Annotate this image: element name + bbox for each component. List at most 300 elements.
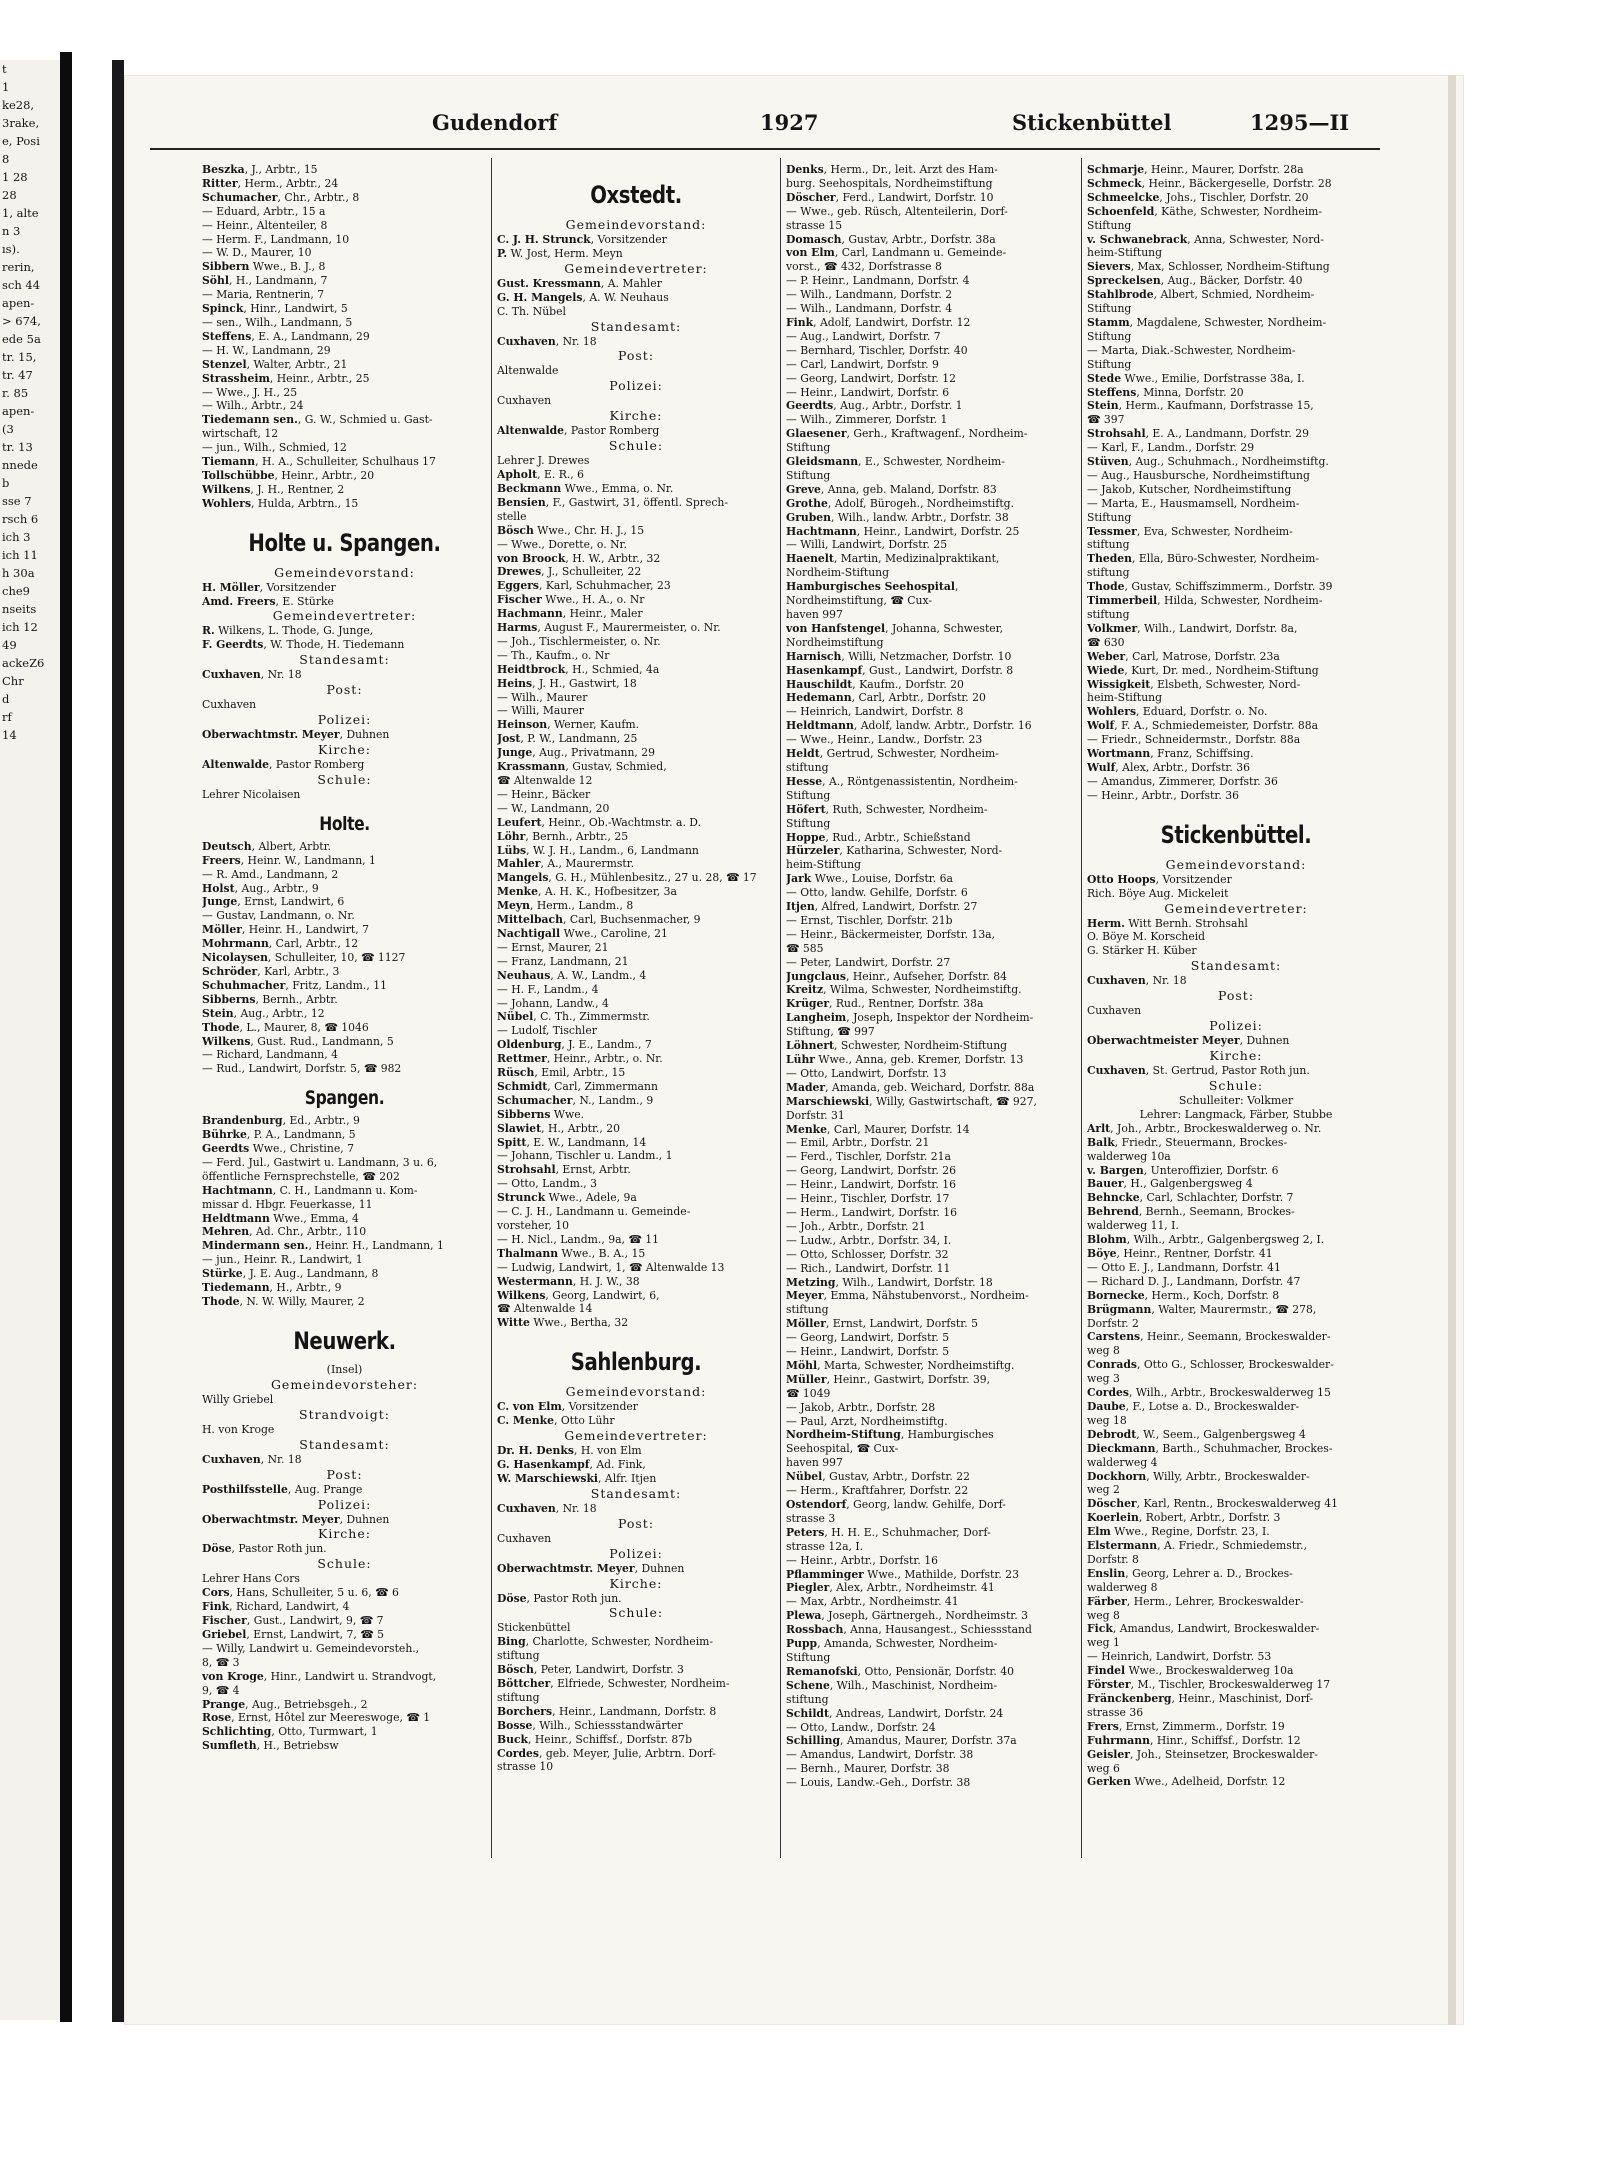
directory-entry: — Johann, Landw., 4 xyxy=(497,996,609,1010)
directory-entry: — Joh., Arbtr., Dorfstr. 21 xyxy=(786,1219,926,1233)
directory-entry: Cuxhaven xyxy=(497,1531,552,1545)
directory-entry: Cuxhaven, Nr. 18 xyxy=(497,1501,597,1515)
directory-entry: Stiftung xyxy=(786,468,831,482)
directory-entry: Cuxhaven, Nr. 18 xyxy=(497,334,597,348)
directory-entry: Findel Wwe., Brockeswalderweg 10a xyxy=(1087,1664,1294,1678)
directory-entry: Wortmann, Franz, Schiffsing. xyxy=(1087,747,1254,761)
facing-page-text: nnede xyxy=(2,458,38,472)
directory-entry: heim-Stiftung xyxy=(786,858,862,872)
directory-entry: Willy Griebel xyxy=(202,1392,274,1406)
directory-entry: Balk, Friedr., Steuermann, Brockes- xyxy=(1087,1135,1288,1149)
directory-entry: Oberwachtmeister Meyer, Duhnen xyxy=(1087,1034,1290,1048)
directory-entry: — Aug., Hausbursche, Nordheimstiftung xyxy=(1087,468,1310,482)
directory-entry: Otto Hoops, Vorsitzender xyxy=(1087,872,1232,886)
directory-entry: Löhnert, Schwester, Nordheim-Stiftung xyxy=(786,1039,1008,1053)
directory-entry: vorsteher, 10 xyxy=(497,1219,569,1232)
directory-entry: Rüsch, Emil, Arbtr., 15 xyxy=(497,1066,626,1080)
facing-page-text: n 3 xyxy=(2,224,21,238)
directory-entry: Bensien, F., Gastwirt, 31, öffentl. Sprech- xyxy=(497,495,728,509)
directory-entry: Weber, Carl, Matrose, Dorfstr. 23a xyxy=(1087,649,1280,663)
directory-entry: Altenwalde, Pastor Romberg xyxy=(202,758,365,771)
place-heading: Holte u. Spangen. xyxy=(248,528,441,557)
directory-entry: Theden, Ella, Büro-Schwester, Nordheim- xyxy=(1087,552,1320,566)
directory-entry: Ritter, Herm., Arbtr., 24 xyxy=(202,176,339,190)
directory-entry: R. Wilkens, L. Thode, G. Junge, xyxy=(202,624,374,638)
directory-entry: Brügmann, Walter, Maurermstr., ☎ 278, xyxy=(1087,1302,1317,1316)
facing-page-text: ede 5a xyxy=(2,332,41,346)
directory-entry: walderweg 11, I. xyxy=(1087,1219,1179,1233)
directory-entry: C. J. H. Strunck, Vorsitzender xyxy=(497,233,667,246)
directory-entry: Carstens, Heinr., Seemann, Brockeswalder- xyxy=(1087,1330,1331,1344)
directory-entry: Tiemann, H. A., Schulleiter, Schulhaus 17 xyxy=(202,455,436,469)
directory-entry: Tessmer, Eva, Schwester, Nordheim- xyxy=(1087,524,1293,538)
directory-entry: ☎ Altenwalde 12 xyxy=(497,774,593,787)
directory-entry: Lehrer Nicolaisen xyxy=(202,787,301,801)
directory-entry: Cordes, geb. Meyer, Julie, Arbtrn. Dorf- xyxy=(497,1746,716,1760)
facing-page-text: Chr xyxy=(2,674,24,688)
directory-entry: Krassmann, Gustav, Schmied, xyxy=(497,760,667,774)
directory-entry: — Maria, Rentnerin, 7 xyxy=(202,288,325,302)
directory-entry: — Ferd. Jul., Gastwirt u. Landmann, 3 u. 6, xyxy=(202,1155,438,1169)
directory-entry: walderweg 10a xyxy=(1087,1149,1171,1163)
directory-entry: Conrads, Otto G., Schlosser, Brockeswalder- xyxy=(1087,1358,1334,1372)
directory-entry: weg 6 xyxy=(1087,1761,1120,1775)
directory-entry: Metzing, Wilh., Landwirt, Dorfstr. 18 xyxy=(786,1275,993,1289)
directory-entry: — Paul, Arzt, Nordheimstiftg. xyxy=(786,1414,948,1428)
directory-entry: Pupp, Amanda, Schwester, Nordheim- xyxy=(786,1637,998,1651)
directory-entry: Hauschildt, Kaufm., Dorfstr. 20 xyxy=(786,677,964,691)
directory-entry: — Wilh., Zimmerer, Dorfstr. 1 xyxy=(786,413,948,427)
facing-page-text: ich 3 xyxy=(2,530,31,544)
directory-entry: — Richard D. J., Landmann, Dorfstr. 47 xyxy=(1087,1274,1301,1288)
directory-entry: heim-Stiftung xyxy=(1087,691,1163,705)
directory-entry: Debrodt, W., Seem., Galgenbergsweg 4 xyxy=(1087,1427,1306,1441)
facing-page-text: (3 xyxy=(2,422,14,436)
directory-entry: Fick, Amandus, Landwirt, Brockeswalder- xyxy=(1087,1622,1320,1636)
section-heading: Standesamt: xyxy=(590,1485,682,1501)
directory-entry: strasse 12a, I. xyxy=(786,1539,864,1553)
directory-entry: ☎ Altenwalde 14 xyxy=(497,1302,593,1316)
directory-entry: Seehospital, ☎ Cux- xyxy=(786,1442,899,1456)
directory-entry: Gleidsmann, E., Schwester, Nordheim- xyxy=(786,455,1005,469)
directory-entry: Wissigkeit, Elsbeth, Schwester, Nord- xyxy=(1087,677,1301,691)
binding-shadow xyxy=(60,52,72,2022)
directory-entry: — Heinr., Bäcker xyxy=(497,787,591,801)
directory-entry: — Ernst, Maurer, 21 xyxy=(497,940,609,954)
directory-entry: Sibberns, Bernh., Arbtr. xyxy=(202,992,338,1006)
directory-entry: Kreitz, Wilma, Schwester, Nordheimstiftg. xyxy=(786,983,1022,997)
directory-entry: — Otto, landw. Gehilfe, Dorfstr. 6 xyxy=(786,886,968,900)
directory-entry: Stenzel, Walter, Arbtr., 21 xyxy=(202,357,348,371)
header-left: Gudendorf xyxy=(432,110,558,135)
directory-entry: walderweg 4 xyxy=(1087,1455,1158,1469)
page-right-edge xyxy=(1448,75,1456,2025)
directory-entry: stiftung xyxy=(1087,566,1130,580)
section-heading: Kirche: xyxy=(318,1526,371,1542)
directory-entry: — Joh., Tischlermeister, o. Nr. xyxy=(497,634,661,648)
directory-entry: Strohsahl, E. A., Landmann, Dorfstr. 29 xyxy=(1087,427,1309,441)
directory-entry: Spreckelsen, Aug., Bäcker, Dorfstr. 40 xyxy=(1087,274,1303,288)
directory-entry: — Bernh., Maurer, Dorfstr. 38 xyxy=(786,1762,950,1776)
directory-entry: Fischer Wwe., H. A., o. Nr xyxy=(497,593,645,607)
directory-entry: Döscher, Ferd., Landwirt, Dorfstr. 10 xyxy=(786,190,994,204)
directory-entry: Jungclaus, Heinr., Aufseher, Dorfstr. 84 xyxy=(786,969,1007,983)
directory-entry: Mohrmann, Carl, Arbtr., 12 xyxy=(202,937,359,951)
directory-entry: Schildt, Andreas, Landwirt, Dorfstr. 24 xyxy=(786,1706,1004,1720)
directory-entry: Frers, Ernst, Zimmerm., Dorfstr. 19 xyxy=(1087,1719,1285,1733)
directory-entry: Sumfleth, H., Betriebsw xyxy=(202,1739,339,1753)
directory-entry: Eggers, Karl, Schuhmacher, 23 xyxy=(497,579,671,593)
directory-entry: Nordheim-Stiftung, Hamburgisches xyxy=(786,1428,994,1442)
directory-entry: Borchers, Heinr., Landmann, Dorfstr. 8 xyxy=(497,1704,717,1718)
directory-entry: — Wilh., Arbtr., 24 xyxy=(202,399,304,413)
directory-entry: burg. Seehospitals, Nordheimstiftung xyxy=(786,176,993,190)
directory-entry: von Kroge, Hinr., Landwirt u. Strandvogt, xyxy=(202,1669,437,1683)
directory-entry: Wohlers, Hulda, Arbtrn., 15 xyxy=(202,496,359,510)
section-heading: Post: xyxy=(617,1515,655,1531)
directory-entry: — Wilh., Landmann, Dorfstr. 4 xyxy=(786,302,953,316)
facing-page-text: ackeZ6 xyxy=(2,656,45,670)
directory-entry: C. von Elm, Vorsitzender xyxy=(497,1400,638,1414)
directory-entry: weg 8 xyxy=(1087,1608,1120,1622)
directory-entry: Stamm, Magdalene, Schwester, Nordheim- xyxy=(1087,315,1327,329)
directory-entry: Volkmer, Wilh., Landwirt, Dorfstr. 8a, xyxy=(1087,621,1298,635)
directory-entry: Meyer, Emma, Nähstubenvorst., Nordheim- xyxy=(786,1289,1029,1303)
directory-entry: Möller, Ernst, Landwirt, Dorfstr. 5 xyxy=(786,1317,978,1331)
column-3 xyxy=(786,163,1078,1790)
directory-entry: Herm. Witt Bernh. Strohsahl xyxy=(1087,916,1248,930)
directory-entry: — Karl, F., Landm., Dorfstr. 29 xyxy=(1087,441,1255,455)
section-heading: Post: xyxy=(326,1466,363,1482)
directory-entry: Krüger, Rud., Rentner, Dorfstr. 38a xyxy=(786,997,984,1011)
section-heading: Polizei: xyxy=(609,1545,663,1561)
facing-page-text: 28 xyxy=(2,188,17,202)
directory-entry: Drewes, J., Schulleiter, 22 xyxy=(497,565,642,579)
directory-entry: wirtschaft, 12 xyxy=(202,427,279,441)
column-rule xyxy=(1081,158,1082,1858)
directory-entry: strasse 15 xyxy=(786,218,843,232)
place-heading: Stickenbüttel. xyxy=(1160,820,1312,849)
directory-entry: Spitt, E. W., Landmann, 14 xyxy=(497,1135,647,1149)
directory-entry: Stede Wwe., Emilie, Dorfstrasse 38a, I. xyxy=(1087,371,1305,385)
directory-entry: — Johann, Tischler u. Landm., 1 xyxy=(497,1149,673,1163)
section-heading: Polizei: xyxy=(317,712,372,728)
sub-line: (Insel) xyxy=(326,1362,363,1376)
directory-entry: stelle xyxy=(497,509,527,523)
directory-entry: — Marta, E., Hausmamsell, Nordheim- xyxy=(1087,496,1300,510)
directory-entry: — Otto, Landm., 3 xyxy=(497,1177,597,1191)
directory-entry: — Max, Arbtr., Nordheimstr. 41 xyxy=(786,1595,959,1609)
directory-entry: Bornecke, Herm., Koch, Dorfstr. 8 xyxy=(1087,1288,1280,1302)
directory-entry: Cuxhaven xyxy=(1087,1004,1142,1018)
header-page-number: 1295—II xyxy=(1250,110,1350,135)
section-heading: Post: xyxy=(617,348,655,364)
section-heading: Polizei: xyxy=(317,1496,372,1512)
directory-entry: stiftung xyxy=(786,1692,829,1706)
section-heading: Standesamt: xyxy=(299,1436,390,1452)
facing-page-text: b xyxy=(2,476,10,490)
directory-entry: Junge, Aug., Privatmann, 29 xyxy=(497,746,655,760)
directory-entry: — Louis, Landw.-Geh., Dorfstr. 38 xyxy=(786,1776,971,1790)
directory-entry: ☎ 397 xyxy=(1087,413,1125,427)
directory-entry: Freers, Heinr. W., Landmann, 1 xyxy=(202,853,376,867)
directory-entry: Wilkens, J. H., Rentner, 2 xyxy=(202,482,345,496)
directory-entry: Westermann, H. J. W., 38 xyxy=(497,1274,640,1288)
column-2 xyxy=(497,163,775,1774)
directory-entry: Strassheim, Heinr., Arbtr., 25 xyxy=(202,371,370,385)
directory-entry: — Ludolf, Tischler xyxy=(497,1024,597,1038)
facing-page-text: 3rake, xyxy=(2,116,40,130)
section-heading: Gemeindevertreter: xyxy=(272,608,417,624)
directory-entry: Fink, Adolf, Landwirt, Dorfstr. 12 xyxy=(786,315,971,329)
facing-page-text: apen- xyxy=(2,296,35,310)
directory-entry: — Willi, Landwirt, Dorfstr. 25 xyxy=(786,538,948,552)
directory-entry: Dorfstr. 2 xyxy=(1087,1316,1139,1330)
directory-entry: Altenwalde xyxy=(497,364,559,378)
column-4 xyxy=(1087,163,1385,1789)
directory-entry: Rettmer, Heinr., Arbtr., o. Nr. xyxy=(497,1052,663,1066)
directory-entry: Stickenbüttel xyxy=(497,1621,571,1635)
scan-top-margin xyxy=(0,0,1600,52)
directory-entry: Geerdts Wwe., Christine, 7 xyxy=(202,1142,354,1156)
directory-entry: Döse, Pastor Roth jun. xyxy=(497,1591,622,1605)
directory-entry: Jark Wwe., Louise, Dorfstr. 6a xyxy=(786,872,953,886)
directory-entry: Heldt, Gertrud, Schwester, Nordheim- xyxy=(786,747,999,761)
directory-entry: Brandenburg, Ed., Arbtr., 9 xyxy=(202,1114,360,1128)
directory-entry: Höfert, Ruth, Schwester, Nordheim- xyxy=(786,802,988,816)
directory-entry: Schilling, Amandus, Maurer, Dorfstr. 37a xyxy=(786,1734,1017,1748)
directory-entry: — Heinr., Landwirt, Dorfstr. 5 xyxy=(786,1345,950,1359)
directory-entry: Hesse, A., Röntgenassistentin, Nordheim- xyxy=(786,774,1018,788)
directory-entry: Blohm, Wilh., Arbtr., Galgenbergsweg 2, I. xyxy=(1087,1233,1325,1247)
directory-entry: — Otto, Landwirt, Dorfstr. 13 xyxy=(786,1066,947,1080)
directory-entry: weg 18 xyxy=(1087,1413,1127,1427)
directory-entry: Förster, M., Tischler, Brockeswalderweg 17 xyxy=(1087,1678,1331,1692)
directory-entry: Neuhaus, A. W., Landm., 4 xyxy=(497,968,647,982)
section-heading: Polizei: xyxy=(609,378,663,394)
directory-entry: vorst., ☎ 432, Dorfstrasse 8 xyxy=(786,260,942,274)
directory-entry: — Friedr., Schneidermstr., Dorfstr. 88a xyxy=(1087,733,1301,747)
directory-entry: missar d. Hbgr. Feuerkasse, 11 xyxy=(202,1197,373,1211)
directory-entry: — Ludw., Arbtr., Dorfstr. 34, I. xyxy=(786,1233,952,1247)
directory-entry: Hachtmann, Heinr., Landwirt, Dorfstr. 25 xyxy=(786,524,1020,538)
directory-entry: Stiftung xyxy=(786,1650,831,1664)
directory-entry: stiftung xyxy=(1087,538,1130,552)
section-heading: Schule: xyxy=(608,1605,664,1621)
directory-entry: Döscher, Karl, Rentn., Brockeswalderweg 41 xyxy=(1087,1497,1338,1511)
directory-entry: stiftung xyxy=(497,1690,540,1704)
directory-entry: — Georg, Landwirt, Dorfstr. 5 xyxy=(786,1331,950,1345)
place-heading: Spangen. xyxy=(304,1087,385,1110)
directory-entry: — Bernhard, Tischler, Dorfstr. 40 xyxy=(786,343,968,357)
directory-entry: Thalmann Wwe., B. A., 15 xyxy=(497,1246,646,1260)
directory-entry: — Richard, Landmann, 4 xyxy=(202,1048,338,1062)
directory-entry: Sibberns Wwe. xyxy=(497,1107,585,1121)
directory-entry: Schmeelcke, Johs., Tischler, Dorfstr. 20 xyxy=(1087,190,1309,204)
directory-entry: Dorfstr. 8 xyxy=(1087,1552,1139,1566)
directory-entry: — Heinrich, Landwirt, Dorfstr. 8 xyxy=(786,705,964,719)
facing-page-text: e, Posi xyxy=(2,134,40,148)
directory-entry: Itjen, Alfred, Landwirt, Dorfstr. 27 xyxy=(786,900,978,914)
directory-entry: Stiftung xyxy=(1087,510,1132,524)
directory-entry: Peters, H. H. E., Schuhmacher, Dorf- xyxy=(786,1525,991,1539)
directory-entry: Stiftung xyxy=(786,441,831,455)
directory-entry: Schlichting, Otto, Turmwart, 1 xyxy=(202,1725,378,1739)
directory-entry: von Hanfstengel, Johanna, Schwester, xyxy=(786,621,1004,635)
facing-page-text: ich 12 xyxy=(2,620,38,634)
directory-entry: Geerdts, Aug., Arbtr., Dorfstr. 1 xyxy=(786,399,963,413)
directory-entry: Cuxhaven xyxy=(202,698,257,712)
section-heading: Gemeindevorstand: xyxy=(1165,856,1307,872)
directory-entry: — Wwe., J. H., 25 xyxy=(202,385,298,399)
facing-page-text: ich 11 xyxy=(2,548,38,562)
directory-entry: Schmidt, Carl, Zimmermann xyxy=(497,1079,658,1093)
directory-entry: Strunck Wwe., Adele, 9a xyxy=(497,1191,637,1205)
place-heading: Oxstedt. xyxy=(590,181,682,209)
sub-line: Lehrer: Langmack, Färber, Stubbe xyxy=(1139,1107,1333,1121)
directory-entry: — Herm., Kraftfahrer, Dorfstr. 22 xyxy=(786,1484,969,1498)
facing-page-text: tr. 47 xyxy=(2,368,33,382)
column-rule xyxy=(780,158,781,1858)
section-heading: Gemeindevorstand: xyxy=(565,217,707,232)
directory-entry: Cuxhaven, Nr. 18 xyxy=(202,1452,302,1466)
directory-entry: Oldenburg, J. E., Landm., 7 xyxy=(497,1038,652,1052)
directory-entry: Dr. H. Denks, H. von Elm xyxy=(497,1444,642,1458)
directory-entry: Leufert, Heinr., Ob.-Wachtmstr. a. D. xyxy=(497,815,702,829)
directory-entry: Wiede, Kurt, Dr. med., Nordheim-Stiftung xyxy=(1087,663,1319,677)
directory-entry: Hasenkampf, Gust., Landwirt, Dorfstr. 8 xyxy=(786,663,1014,677)
facing-page-text: nseits xyxy=(2,602,37,616)
directory-entry: Thode, Gustav, Schiffszimmerm., Dorfstr. 39 xyxy=(1087,580,1333,594)
directory-entry: Rose, Ernst, Hôtel zur Meereswoge, ☎ 1 xyxy=(202,1711,431,1725)
directory-entry: Bösch Wwe., Chr. H. J., 15 xyxy=(497,523,645,537)
directory-entry: Stiftung, ☎ 997 xyxy=(786,1025,875,1039)
directory-entry: Amd. Freers, E. Stürke xyxy=(202,594,334,608)
directory-entry: — C. J. H., Landmann u. Gemeinde- xyxy=(497,1205,691,1219)
directory-entry: — Marta, Diak.-Schwester, Nordheim- xyxy=(1087,343,1296,357)
directory-entry: Nachtigall Wwe., Caroline, 21 xyxy=(497,926,668,940)
header-year: 1927 xyxy=(760,110,819,135)
directory-entry: — Otto E. J., Landmann, Dorfstr. 41 xyxy=(1087,1260,1281,1274)
directory-entry: — Amandus, Zimmerer, Dorfstr. 36 xyxy=(1087,774,1278,788)
directory-entry: Schuhmacher, Fritz, Landm., 11 xyxy=(202,978,387,992)
directory-entry: strasse 3 xyxy=(786,1511,836,1525)
directory-entry: stiftung xyxy=(1087,608,1130,621)
directory-entry: Menke, A. H. K., Hofbesitzer, 3a xyxy=(497,885,677,899)
directory-entry: Cuxhaven, St. Gertrud, Pastor Roth jun. xyxy=(1087,1063,1310,1077)
directory-entry: Mittelbach, Carl, Buchsenmacher, 9 xyxy=(497,913,701,927)
directory-entry: Heldtmann, Adolf, landw. Arbtr., Dorfstr. 16 xyxy=(786,719,1032,733)
directory-entry: Oberwachtmstr. Meyer, Duhnen xyxy=(202,1512,390,1526)
directory-entry: Schumacher, Chr., Arbtr., 8 xyxy=(202,190,360,204)
directory-entry: Möhl, Marta, Schwester, Nordheimstiftg. xyxy=(786,1358,1015,1372)
directory-entry: Langheim, Joseph, Inspektor der Nordheim- xyxy=(786,1011,1034,1025)
directory-entry: Behrend, Bernh., Seemann, Brockes- xyxy=(1087,1205,1295,1219)
header-rule xyxy=(150,148,1380,150)
directory-entry: Stüven, Aug., Schuhmach., Nordheimstiftg. xyxy=(1087,455,1329,469)
directory-entry: von Broock, H. W., Arbtr., 32 xyxy=(497,551,661,565)
directory-entry: — Amandus, Landwirt, Dorfstr. 38 xyxy=(786,1748,974,1762)
directory-entry: Stiftung xyxy=(786,816,831,830)
directory-entry: Schumacher, N., Landm., 9 xyxy=(497,1093,654,1107)
directory-entry: P. W. Jost, Herm. Meyn xyxy=(497,246,623,260)
directory-entry: Cuxhaven, Nr. 18 xyxy=(202,668,302,682)
directory-entry: — jun., Wilh., Schmied, 12 xyxy=(202,441,347,455)
directory-entry: Bührke, P. A., Landmann, 5 xyxy=(202,1128,356,1142)
directory-entry: C. Th. Nübel xyxy=(497,304,566,318)
directory-entry: — Jakob, Kutscher, Nordheimstiftung xyxy=(1087,482,1292,496)
directory-entry: — Heinr., Altenteiler, 8 xyxy=(202,218,328,232)
directory-entry: — Jakob, Arbtr., Dorfstr. 28 xyxy=(786,1400,936,1414)
directory-entry: Bauer, H., Galgenbergsweg 4 xyxy=(1087,1177,1253,1191)
directory-entry: — W., Landmann, 20 xyxy=(497,801,610,815)
column-1 xyxy=(202,163,487,1753)
directory-entry: Hürzeler, Katharina, Schwester, Nord- xyxy=(786,844,1003,858)
directory-entry: Heidtbrock, H., Schmied, 4a xyxy=(497,662,660,676)
section-heading: Gemeindevorstand: xyxy=(565,1384,707,1400)
header-right: Stickenbüttel xyxy=(1012,110,1172,135)
directory-entry: Gust. Kressmann, A. Mahler xyxy=(497,276,662,290)
directory-entry: Nicolaysen, Schulleiter, 10, ☎ 1127 xyxy=(202,951,406,965)
directory-entry: — W. D., Maurer, 10 xyxy=(202,246,312,260)
section-heading: Standesamt: xyxy=(299,652,390,668)
facing-page-text: 8 xyxy=(2,152,10,166)
directory-entry: Geisler, Joh., Steinsetzer, Brockeswalder- xyxy=(1087,1747,1318,1761)
directory-entry: Holst, Aug., Arbtr., 9 xyxy=(202,881,319,895)
directory-entry: Mangels, G. H., Mühlenbesitz., 27 u. 28, ☎ 17 xyxy=(497,871,757,885)
directory-entry: Koerlein, Robert, Arbtr., Dorfstr. 3 xyxy=(1087,1511,1281,1525)
directory-entry: von Elm, Carl, Landmann u. Gemeinde- xyxy=(786,246,1007,260)
directory-entry: Löhr, Bernh., Arbtr., 25 xyxy=(497,829,629,843)
directory-entry: Marschiewski, Willy, Gastwirtschaft, ☎ 927, xyxy=(786,1094,1037,1108)
directory-entry: Böttcher, Elfriede, Schwester, Nordheim- xyxy=(497,1677,730,1691)
directory-entry: — H. W., Landmann, 29 xyxy=(202,343,331,357)
directory-entry: stiftung xyxy=(497,1649,540,1663)
directory-entry: — Heinr., Arbtr., Dorfstr. 36 xyxy=(1087,788,1239,802)
directory-entry: — Aug., Landwirt, Dorfstr. 7 xyxy=(786,329,941,343)
directory-entry: Mehren, Ad. Chr., Arbtr., 110 xyxy=(202,1225,367,1239)
directory-entry: Stürke, J. E. Aug., Landmann, 8 xyxy=(202,1267,379,1281)
directory-entry: Thode, N. W. Willy, Maurer, 2 xyxy=(202,1295,365,1308)
section-heading: Gemeindevorsteher: xyxy=(270,1376,419,1392)
directory-entry: — Ernst, Tischler, Dorfstr. 21b xyxy=(786,913,953,927)
directory-entry: — Wwe., geb. Rüsch, Altenteilerin, Dorf- xyxy=(786,204,1008,218)
directory-entry: — Franz, Landmann, 21 xyxy=(497,954,629,968)
directory-entry: Fischer, Gust., Landwirt, 9, ☎ 7 xyxy=(202,1614,384,1628)
directory-entry: heim-Stiftung xyxy=(1087,246,1163,260)
directory-entry: Schröder, Karl, Arbtr., 3 xyxy=(202,964,340,978)
directory-entry: Piegler, Alex, Arbtr., Nordheimstr. 41 xyxy=(786,1581,995,1595)
directory-entry: Elm Wwe., Regine, Dorfstr. 23, I. xyxy=(1087,1525,1270,1539)
directory-entry: Heins, J. H., Gastwirt, 18 xyxy=(497,676,637,690)
facing-page-text: rf xyxy=(2,710,12,724)
directory-entry: Tollschübbe, Heinr., Arbtr., 20 xyxy=(202,468,375,482)
directory-entry: Stiftung xyxy=(1087,218,1132,232)
section-heading: Schule: xyxy=(608,438,664,454)
directory-entry: Cordes, Wilh., Arbtr., Brockeswalderweg 15 xyxy=(1087,1386,1331,1400)
directory-entry: — Wwe., Heinr., Landw., Dorfstr. 23 xyxy=(786,733,983,747)
directory-entry: Nordheimstiftung, ☎ Cux- xyxy=(786,594,933,608)
directory-entry: — Georg, Landwirt, Dorfstr. 26 xyxy=(786,1164,956,1178)
directory-entry: weg 2 xyxy=(1087,1483,1120,1497)
facing-page-text: che9 xyxy=(2,584,30,598)
directory-entry: — Ludwig, Landwirt, 1, ☎ Altenwalde 13 xyxy=(497,1260,725,1274)
directory-entry: Slawiet, H., Arbtr., 20 xyxy=(497,1121,620,1135)
directory-entry: Nordheimstiftung xyxy=(786,635,884,649)
directory-entry: Witte Wwe., Bertha, 32 xyxy=(497,1316,629,1330)
directory-entry: öffentliche Fernsprechstelle, ☎ 202 xyxy=(202,1169,400,1183)
directory-entry: — P. Heinr., Landmann, Dorfstr. 4 xyxy=(786,274,970,288)
